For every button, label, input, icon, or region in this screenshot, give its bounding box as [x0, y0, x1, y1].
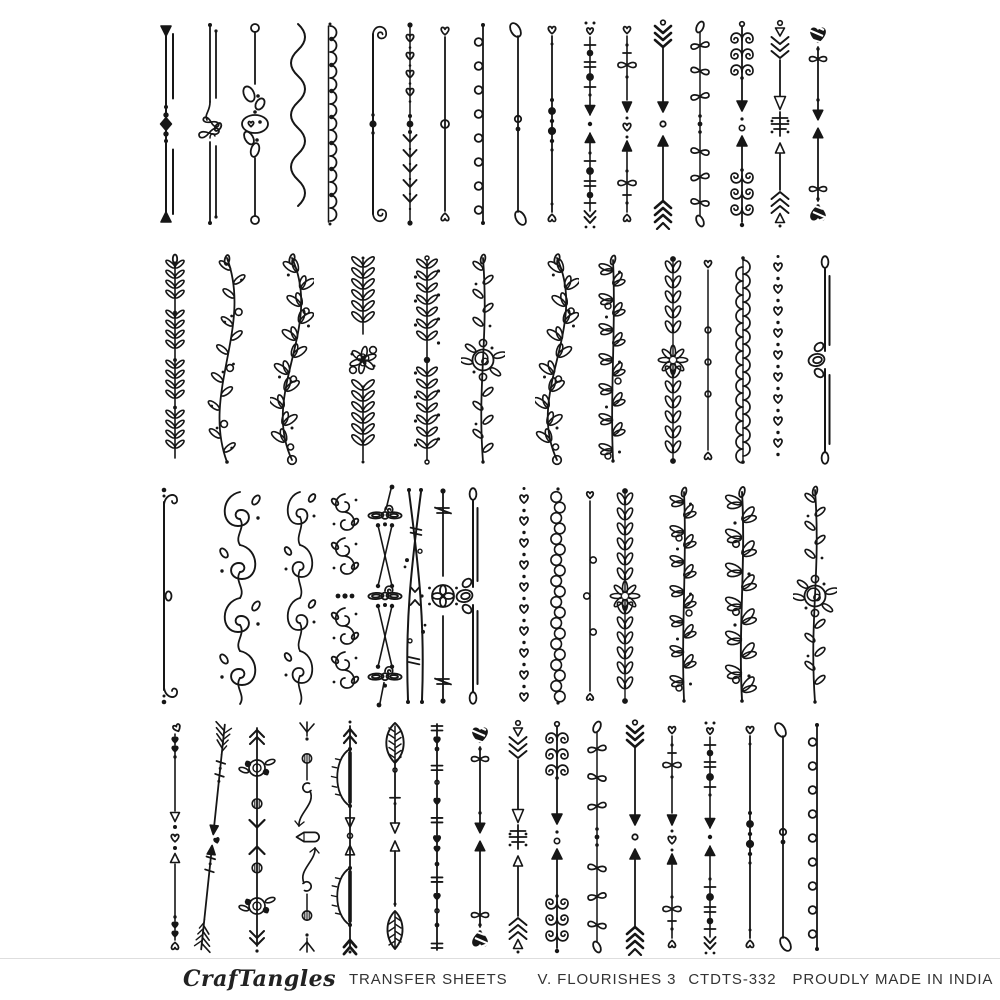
ornament-s-swirl-dots: [323, 484, 367, 708]
ornament-rose-bead-arrow: [235, 718, 279, 956]
ornament-oval-loop-divider: [803, 252, 847, 468]
ornament-hearts-bars-line: [415, 718, 459, 956]
ornament-vine-leafy-curved: [535, 252, 579, 468]
ornament-vine-leafy: [662, 484, 706, 708]
ornament-sprig-flower: [341, 252, 385, 468]
ornament-bracket-scroll: [148, 484, 192, 708]
ornament-feather-hash-arrow: [191, 718, 235, 956]
ornament-dreamcatcher-arrow: [328, 718, 372, 956]
ornament-vine-leafy: [591, 252, 635, 468]
product-type-label: TRANSFER SHEETS: [348, 970, 508, 988]
ornament-lace-scallop: [311, 18, 355, 230]
ornament-side-loops-line: [795, 718, 839, 956]
sku-code: CTDTS-332: [688, 970, 777, 988]
origin-label: PROUDLY MADE IN INDIA: [792, 970, 994, 988]
ornament-loop-knot-line: [191, 18, 235, 230]
ornament-vine-rose: [461, 252, 505, 468]
ornament-chevron-outline-arrow: [496, 718, 540, 956]
ornament-vine-berries: [205, 252, 249, 468]
ornament-swirl-cluster-line: [233, 18, 277, 230]
ornament-feather-big-arrow: [373, 718, 417, 956]
ornament-vine-rose: [793, 484, 837, 708]
ornament-vine-leafy-large: [720, 484, 764, 708]
ornament-curl-bead-arrow: [285, 718, 329, 956]
ornament-hearts-dots-chain: [756, 252, 800, 468]
brand-logo: CrafTangles: [183, 966, 336, 992]
ornament-bow-chain: [678, 18, 722, 230]
ornament-solid-leaf-arrow: [796, 18, 840, 230]
ornament-heart-daisy-chain: [603, 484, 647, 708]
ornament-vine-leafy-curved: [270, 252, 314, 468]
ornament-deco-bead-arrow: [688, 718, 732, 956]
footer: [0, 962, 1000, 996]
footer-divider: [0, 958, 1000, 959]
ornament-oval-loop-divider: [451, 484, 495, 708]
ornament-tri-double-line: [148, 18, 192, 230]
ornament-swirl-flourish: [278, 484, 322, 708]
ornament-scroll-tree-arrow: [535, 718, 579, 956]
ornament-fern-dots: [405, 252, 449, 468]
design-name-label: V. FLOURISHES 3: [537, 970, 677, 988]
ornament-swirl-flourish-large: [210, 484, 270, 708]
ornament-fern-dense: [153, 252, 197, 468]
